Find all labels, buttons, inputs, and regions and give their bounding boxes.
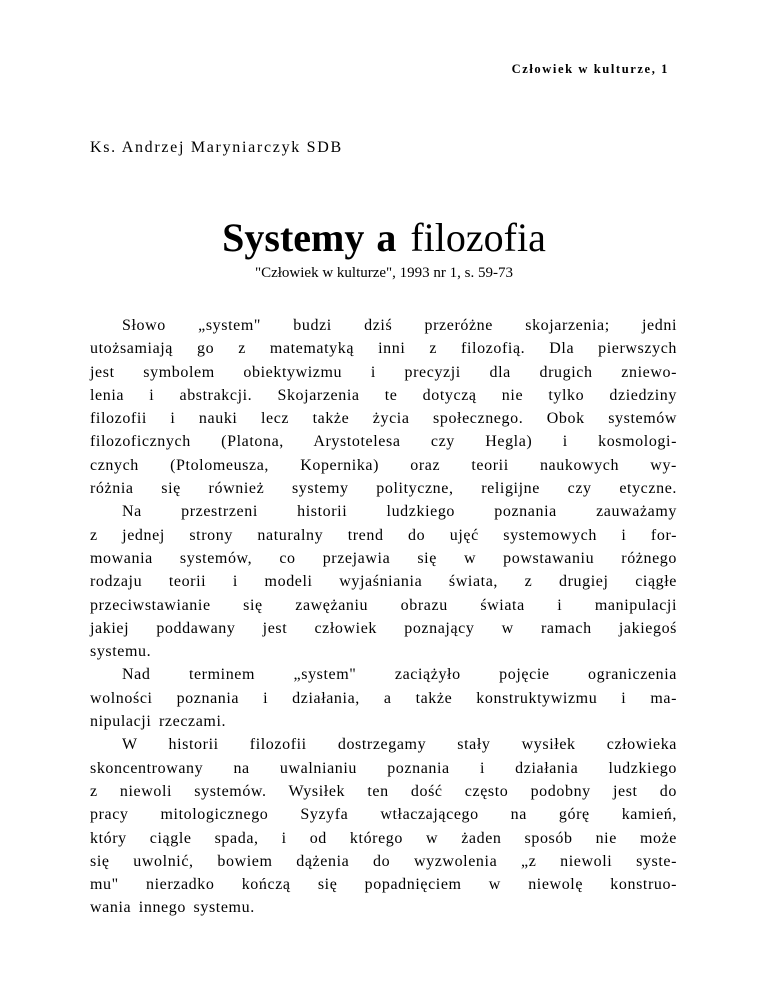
author-name: Ks. Andrzej Maryniarczyk SDB xyxy=(90,139,343,156)
text-line: wolności poznania i działania, a także konstruktywizmu i ma- xyxy=(90,689,677,707)
text-line: W historii filozofii dostrzegamy stały wysiłek człowieka xyxy=(122,736,677,754)
text-line: pracy mitologicznego Syzyfa wtłaczającego na górę kamień, xyxy=(90,806,677,824)
title-word-systemy: Systemy xyxy=(222,215,365,260)
text-line: jakiej poddawany jest człowiek poznający w ramach jakiegoś xyxy=(90,619,677,637)
text-line: z jednej strony naturalny trend do ujęć systemowych i for- xyxy=(90,526,677,544)
text-line: Na przestrzeni historii ludzkiego poznania zauważamy xyxy=(122,503,677,521)
body-text xyxy=(90,314,677,920)
text-line: mu" nierzadko kończą się popadnięciem w niewolę konstruo- xyxy=(90,876,677,894)
text-line: przeciwstawianie się zawężaniu obrazu świata i manipulacji xyxy=(90,596,677,614)
running-header: Człowiek w kulturze, 1 xyxy=(511,62,669,76)
title-word-filozofia: filozofia xyxy=(410,215,546,260)
text-line: filozofii i nauki lecz także życia społecznego. Obok systemów xyxy=(90,410,677,428)
text-line: skoncentrowany na uwalnianiu poznania i działania ludzkiego xyxy=(90,759,677,777)
text-line: lenia i abstrakcji. Skojarzenia te dotyczą nie tylko dziedziny xyxy=(90,386,677,404)
text-line: utożsamiają go z matematyką inni z filozofią. Dla pierwszych xyxy=(90,340,677,358)
text-line: z niewoli systemów. Wysiłek ten dość często podobny jest do xyxy=(90,782,677,800)
text-line: nipulacji rzeczami. xyxy=(90,713,227,731)
text-line: mowania systemów, co przejawia się w powstawaniu różnego xyxy=(90,549,677,567)
text-line: filozoficznych (Platona, Arystotelesa czy Hegla) i kosmologi- xyxy=(90,433,677,451)
text-line: wania innego systemu. xyxy=(90,899,255,917)
article-title xyxy=(0,214,768,262)
citation: "Człowiek w kulturze", 1993 nr 1, s. 59-73 xyxy=(254,265,514,281)
title-word-a: a xyxy=(376,215,397,260)
text-line: rodzaju teorii i modeli wyjaśniania świata, z drugiej ciągłe xyxy=(90,573,677,591)
text-line: który ciągle spada, i od którego w żaden sposób nie może xyxy=(90,829,677,847)
text-line: się uwolnić, bowiem dążenia do wyzwolenia „z niewoli syste- xyxy=(90,852,677,870)
text-line: Nad terminem „system" zaciążyło pojęcie ograniczenia xyxy=(122,666,677,684)
text-line: Słowo „system" budzi dziś przeróżne skojarzenia; jedni xyxy=(122,317,677,334)
text-line: jest symbolem obiektywizmu i precyzji dla drugich zniewo- xyxy=(90,363,677,381)
text-line: systemu. xyxy=(90,643,152,661)
text-line: cznych (Ptolomeusza, Kopernika) oraz teorii naukowych wy- xyxy=(90,456,677,474)
text-line: różnia się również systemy polityczne, religijne czy etyczne. xyxy=(90,480,677,498)
